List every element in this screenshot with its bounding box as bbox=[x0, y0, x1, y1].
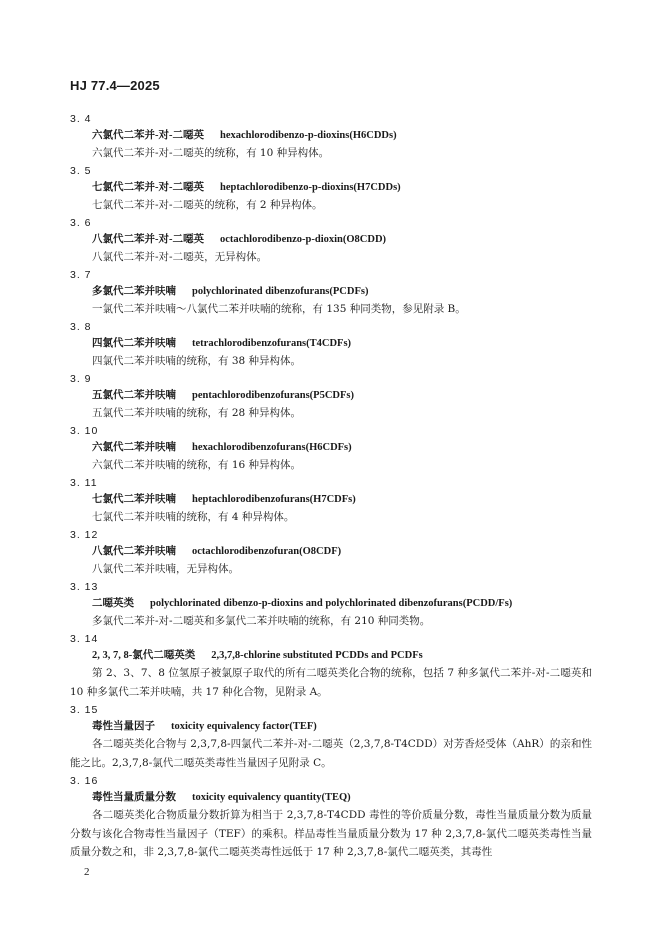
term-definition: 第 2、3、7、8 位氢原子被氯原子取代的所有二噁英类化合物的统称，包括 7 种多氯代二苯并-对-二噁英和 10 种多氯代二苯并呋喃，共 17 种化合物，见附录 A。 bbox=[70, 667, 592, 698]
term-entry bbox=[70, 371, 592, 422]
term-entry bbox=[70, 475, 592, 526]
term-entry-3-14 bbox=[70, 631, 592, 701]
term-heading bbox=[70, 387, 592, 404]
clause-number: 3. 6 bbox=[70, 217, 92, 229]
term-zh: 六氯代二苯并-对-二噁英 bbox=[92, 130, 204, 141]
term-zh: 八氯代二苯并-对-二噁英 bbox=[92, 234, 204, 245]
page-number: 2 bbox=[84, 866, 90, 878]
term-entry bbox=[70, 579, 592, 630]
clause-number: 3. 12 bbox=[70, 529, 99, 541]
term-heading bbox=[70, 647, 592, 664]
clause-number: 3. 5 bbox=[70, 165, 92, 177]
term-zh: 七氯代二苯并-对-二噁英 bbox=[92, 182, 204, 193]
term-en: tetrachlorodibenzofurans(T4CDFs) bbox=[192, 338, 352, 349]
term-definition: 五氯代二苯并呋喃的统称，有 28 种异构体。 bbox=[92, 407, 302, 419]
term-heading bbox=[70, 789, 592, 806]
clause-number: 3. 4 bbox=[70, 113, 92, 125]
term-zh: 多氯代二苯并呋喃 bbox=[92, 286, 176, 297]
term-en: pentachlorodibenzofurans(P5CDFs) bbox=[192, 390, 354, 401]
term-en: octachlorodibenzofuran(O8CDF) bbox=[192, 546, 342, 557]
term-heading bbox=[70, 595, 592, 612]
term-zh: 五氯代二苯并呋喃 bbox=[92, 390, 176, 401]
term-heading bbox=[70, 335, 592, 352]
term-definition: 各二噁英类化合物与 2,3,7,8-四氯代二苯并-对-二噁英（2,3,7,8-T4CDD）对芳香烃受体（AhR）的亲和性能之比。2,3,7,8-氯代二噁英类毒性当量因子见附录 C。 bbox=[70, 738, 592, 769]
term-definition: 七氯代二苯并呋喃的统称，有 4 种异构体。 bbox=[92, 511, 295, 523]
term-entry bbox=[70, 527, 592, 578]
clause-number: 3. 8 bbox=[70, 321, 92, 333]
term-heading bbox=[70, 179, 592, 196]
clause-number: 3. 7 bbox=[70, 269, 92, 281]
term-definition: 多氯代二苯并-对-二噁英和多氯代二苯并呋喃的统称，有 210 种同类物。 bbox=[92, 615, 431, 627]
standard-code: HJ 77.4—2025 bbox=[70, 78, 160, 93]
term-heading bbox=[70, 283, 592, 300]
term-en: heptachlorodibenzo-p-dioxins(H7CDDs) bbox=[220, 182, 401, 193]
clause-number: 3. 11 bbox=[70, 477, 98, 489]
term-zh: 八氯代二苯并呋喃 bbox=[92, 546, 176, 557]
term-definition: 八氯代二苯并呋喃，无异构体。 bbox=[92, 563, 239, 575]
term-heading bbox=[70, 718, 592, 735]
term-definition: 四氯代二苯并呋喃的统称，有 38 种异构体。 bbox=[92, 355, 302, 367]
term-heading bbox=[70, 231, 592, 248]
terms-section bbox=[70, 110, 592, 862]
term-entry bbox=[70, 267, 592, 318]
term-zh: 毒性当量因子 bbox=[92, 721, 155, 732]
clause-number: 3. 13 bbox=[70, 581, 99, 593]
term-entry bbox=[70, 163, 592, 214]
term-heading bbox=[70, 127, 592, 144]
term-list bbox=[70, 111, 592, 630]
term-zh: 七氯代二苯并呋喃 bbox=[92, 494, 176, 505]
clause-number: 3. 15 bbox=[70, 704, 99, 716]
term-entry bbox=[70, 319, 592, 370]
term-definition: 七氯代二苯并-对-二噁英的统称，有 2 种异构体。 bbox=[92, 199, 323, 211]
term-zh: 2, 3, 7, 8-氯代二噁英类 bbox=[92, 650, 196, 661]
term-en: octachlorodibenzo-p-dioxin(O8CDD) bbox=[220, 234, 387, 245]
term-zh: 毒性当量质量分数 bbox=[92, 792, 176, 803]
term-definition: 各二噁英类化合物质量分数折算为相当于 2,3,7,8-T4CDD 毒性的等价质量分数，毒性当量质量分数为质量分数与该化合物毒性当量因子（TEF）的乘积。样品毒性当量质量分数为 17 种 2,3,7,8-氯代二噁英类毒性当量质量分数之和，非 2,3,7,8-氯代二噁英类毒性远低于 17 种 2,3,7,8-氯代二噁英类，其毒性 bbox=[70, 809, 592, 858]
term-en: hexachlorodibenzofurans(H6CDFs) bbox=[192, 442, 352, 453]
clause-number: 3. 9 bbox=[70, 373, 92, 385]
term-definition: 六氯代二苯并-对-二噁英的统称，有 10 种异构体。 bbox=[92, 147, 330, 159]
term-definition: 八氯代二苯并-对-二噁英，无异构体。 bbox=[92, 251, 268, 263]
clause-number: 3. 16 bbox=[70, 775, 99, 787]
term-entry bbox=[70, 215, 592, 266]
term-zh: 四氯代二苯并呋喃 bbox=[92, 338, 176, 349]
term-entry bbox=[70, 423, 592, 474]
term-entry bbox=[70, 111, 592, 162]
term-en: toxicity equivalency quantity(TEQ) bbox=[192, 792, 351, 803]
term-en: 2,3,7,8-chlorine substituted PCDDs and PCDFs bbox=[211, 650, 423, 661]
term-en: polychlorinated dibenzofurans(PCDFs) bbox=[192, 286, 369, 297]
term-entry-3-15 bbox=[70, 702, 592, 772]
term-en: polychlorinated dibenzo-p-dioxins and polychlorinated dibenzofurans(PCDD/Fs) bbox=[150, 598, 513, 609]
clause-number: 3. 14 bbox=[70, 633, 99, 645]
term-en: toxicity equivalency factor(TEF) bbox=[171, 721, 317, 732]
term-definition: 一氯代二苯并呋喃～八氯代二苯并呋喃的统称，有 135 种同类物，参见附录 B。 bbox=[92, 303, 466, 315]
term-heading bbox=[70, 491, 592, 508]
term-heading bbox=[70, 439, 592, 456]
term-en: heptachlorodibenzofurans(H7CDFs) bbox=[192, 494, 356, 505]
term-zh: 二噁英类 bbox=[92, 598, 134, 609]
term-entry-3-16 bbox=[70, 773, 592, 862]
term-zh: 六氯代二苯并呋喃 bbox=[92, 442, 176, 453]
term-definition: 六氯代二苯并呋喃的统称，有 16 种异构体。 bbox=[92, 459, 302, 471]
clause-number: 3. 10 bbox=[70, 425, 99, 437]
term-en: hexachlorodibenzo-p-dioxins(H6CDDs) bbox=[220, 130, 397, 141]
term-heading bbox=[70, 543, 592, 560]
